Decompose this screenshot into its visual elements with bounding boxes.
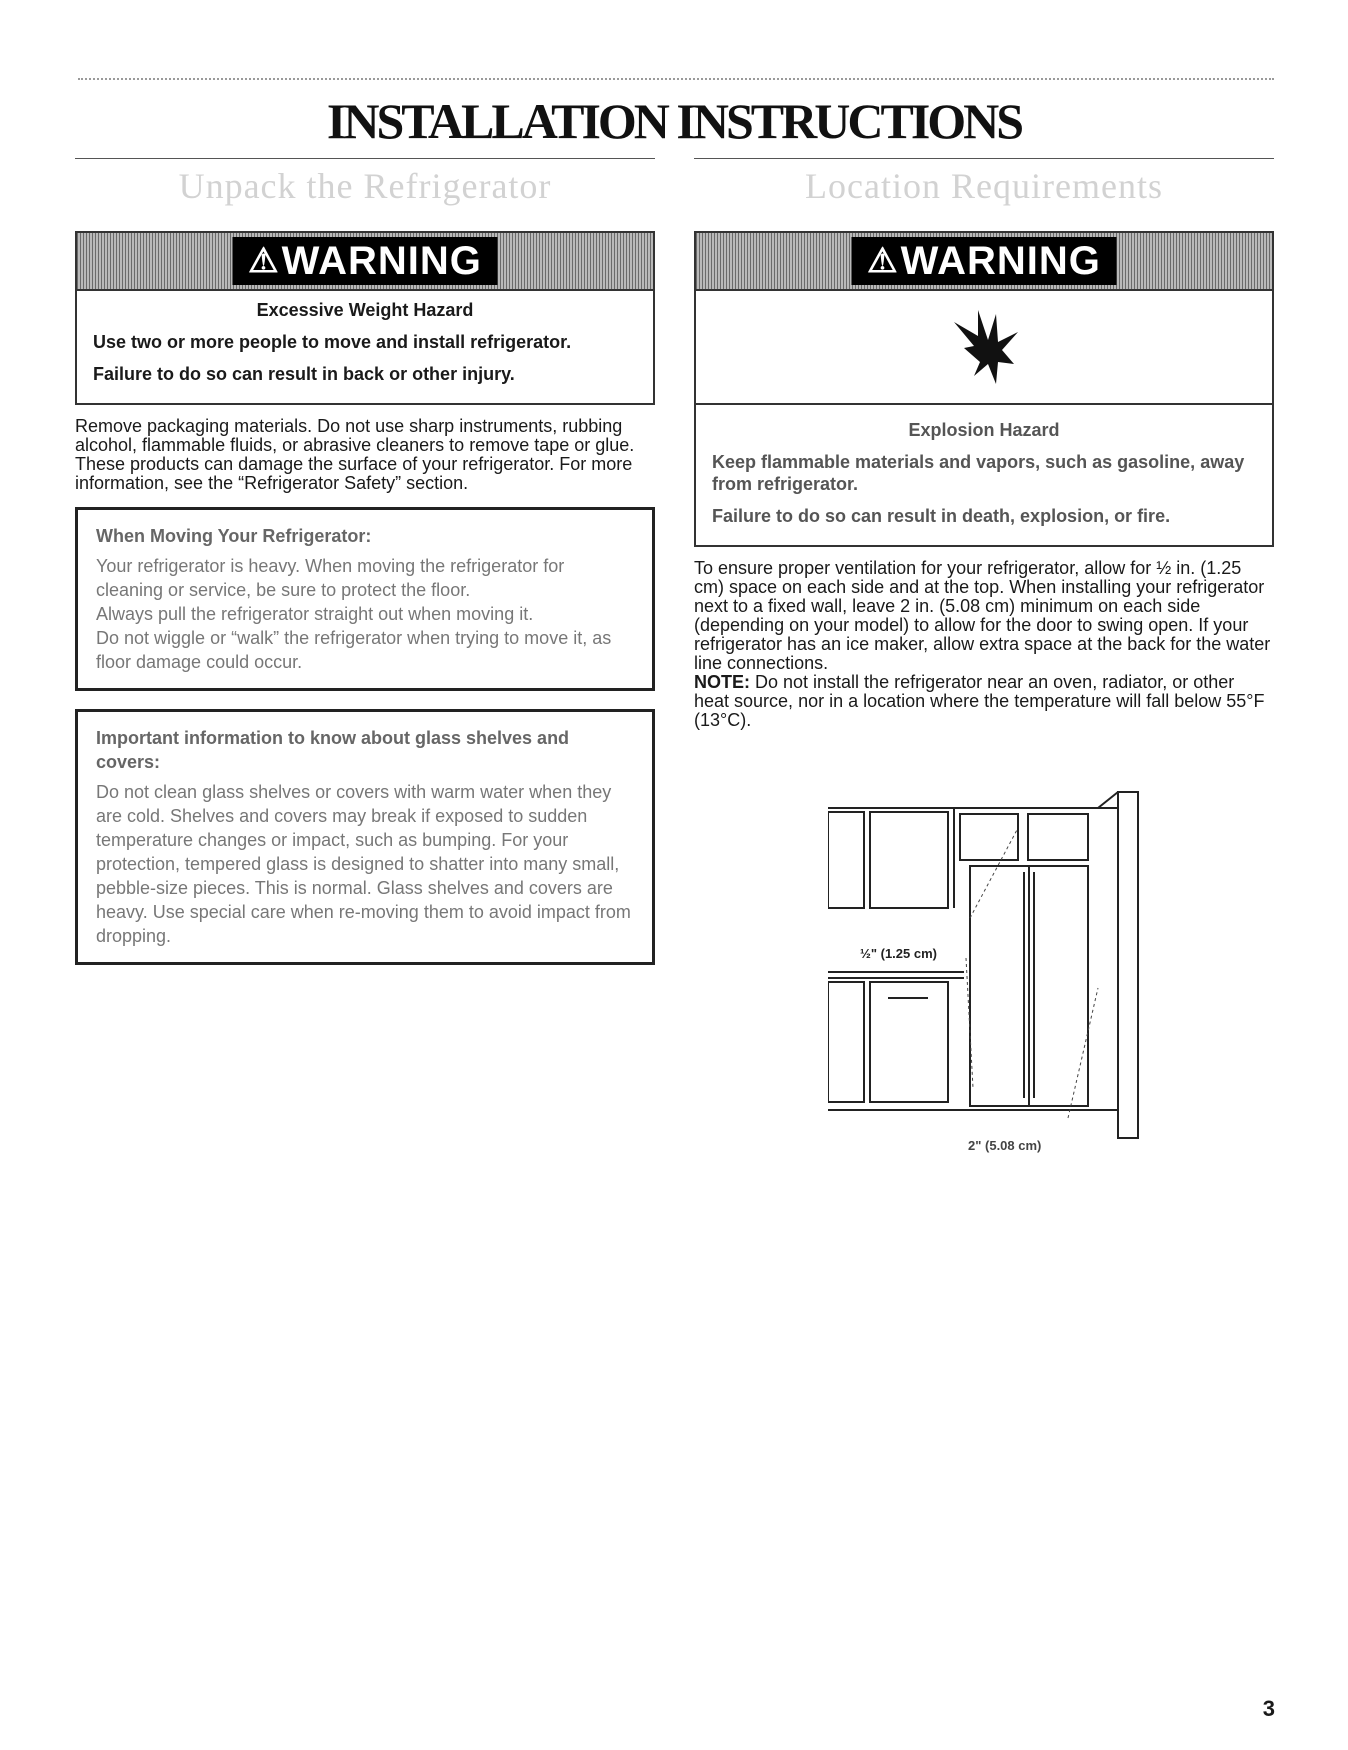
note-paragraph: [694, 673, 1274, 730]
warning-banner-label: WARNING: [900, 238, 1101, 283]
explosion-icon-cell: [696, 291, 1272, 405]
warning-body: [77, 291, 653, 403]
warning-triangle-icon: ⚠: [867, 242, 899, 280]
warning-banner-label: WARNING: [281, 238, 482, 283]
right-column: [694, 158, 1274, 730]
warning-body: [696, 405, 1272, 545]
ventilation-paragraph: To ensure proper ventilation for your refrigerator, allow for ½ in. (1.25 cm) space on each side and at the top. When installing your refrigerator next to a fixed wall, leave 2 in. (5.08 cm) minimum on each side (depending on your model) to allow for the door to swing open. If your refrigerator has an ice maker, allow extra space at the back for the water line connections.: [694, 558, 1271, 673]
moving-heading: When Moving Your Refrigerator:: [96, 526, 372, 546]
hazard-title: Excessive Weight Hazard: [256, 300, 474, 320]
side-clearance-label: ½" (1.25 cm): [860, 946, 937, 961]
warning-triangle-icon: ⚠: [248, 242, 280, 280]
hazard-consequence: Failure to do so can result in back or other injury.: [93, 364, 515, 384]
explosion-warning-box: [694, 231, 1274, 547]
wall-clearance-label: 2" (5.08 cm): [968, 1138, 1042, 1153]
note-text: Do not install the refrigerator near an oven, radiator, or other heat source, nor in a location where the temperature will fall below 55°F (13°C).: [694, 672, 1265, 730]
hazard-instruction: Use two or more people to move and install refrigerator.: [93, 332, 572, 352]
moving-info-box: [75, 507, 655, 691]
top-dotted-rule: [78, 78, 1274, 80]
page-number: 3: [1262, 1696, 1275, 1721]
warning-banner: [233, 237, 498, 285]
left-column: [75, 158, 655, 965]
hazard-instruction: Keep flammable materials and vapors, such as gasoline, away from refrigerator.: [712, 452, 1245, 494]
glass-body: Do not clean glass shelves or covers with warm water when they are cold. Shelves and covers may break if exposed to sudden temperature changes or impact, such as bumping. For your protection, tempered glass is designed to shatter into many small, pebble-size pieces. This is normal. Glass shelves and covers are heavy. Use special care when re-moving them to avoid impact from dropping.: [96, 782, 631, 946]
warning-header: [696, 233, 1272, 291]
hazard-consequence: Failure to do so can result in death, explosion, or fire.: [712, 506, 1171, 526]
page-title: INSTALLATION INSTRUCTIONS: [326, 93, 1022, 149]
glass-info-box: [75, 709, 655, 965]
glass-heading: Important information to know about glass shelves and covers:: [96, 728, 570, 772]
warning-header: [77, 233, 653, 291]
moving-line: Do not wiggle or “walk” the refrigerator when trying to move it, as floor damage could occur.: [96, 628, 612, 672]
weight-warning-box: [75, 231, 655, 405]
section-title-unpack: Unpack the Refrigerator: [178, 166, 552, 206]
section-title-location: Location Requirements: [805, 166, 1163, 206]
explosion-icon: [944, 302, 1024, 392]
hazard-title: Explosion Hazard: [908, 420, 1060, 440]
clearance-diagram: [828, 788, 1158, 1160]
warning-banner: [852, 237, 1117, 285]
left-column-rule: [75, 158, 655, 159]
note-label: NOTE:: [694, 672, 750, 692]
right-column-rule: [694, 158, 1274, 159]
moving-line: Your refrigerator is heavy. When moving the refrigerator for cleaning or service, be sure to protect the floor.: [96, 556, 565, 600]
moving-line: Always pull the refrigerator straight out when moving it.: [96, 604, 534, 624]
unpack-intro-paragraph: Remove packaging materials. Do not use sharp instruments, rubbing alcohol, flammable fluids, or abrasive cleaners to remove tape or glue. These products can damage the surface of your refrigerator. For more information, see the “Refrigerator Safety” section.: [75, 416, 635, 493]
